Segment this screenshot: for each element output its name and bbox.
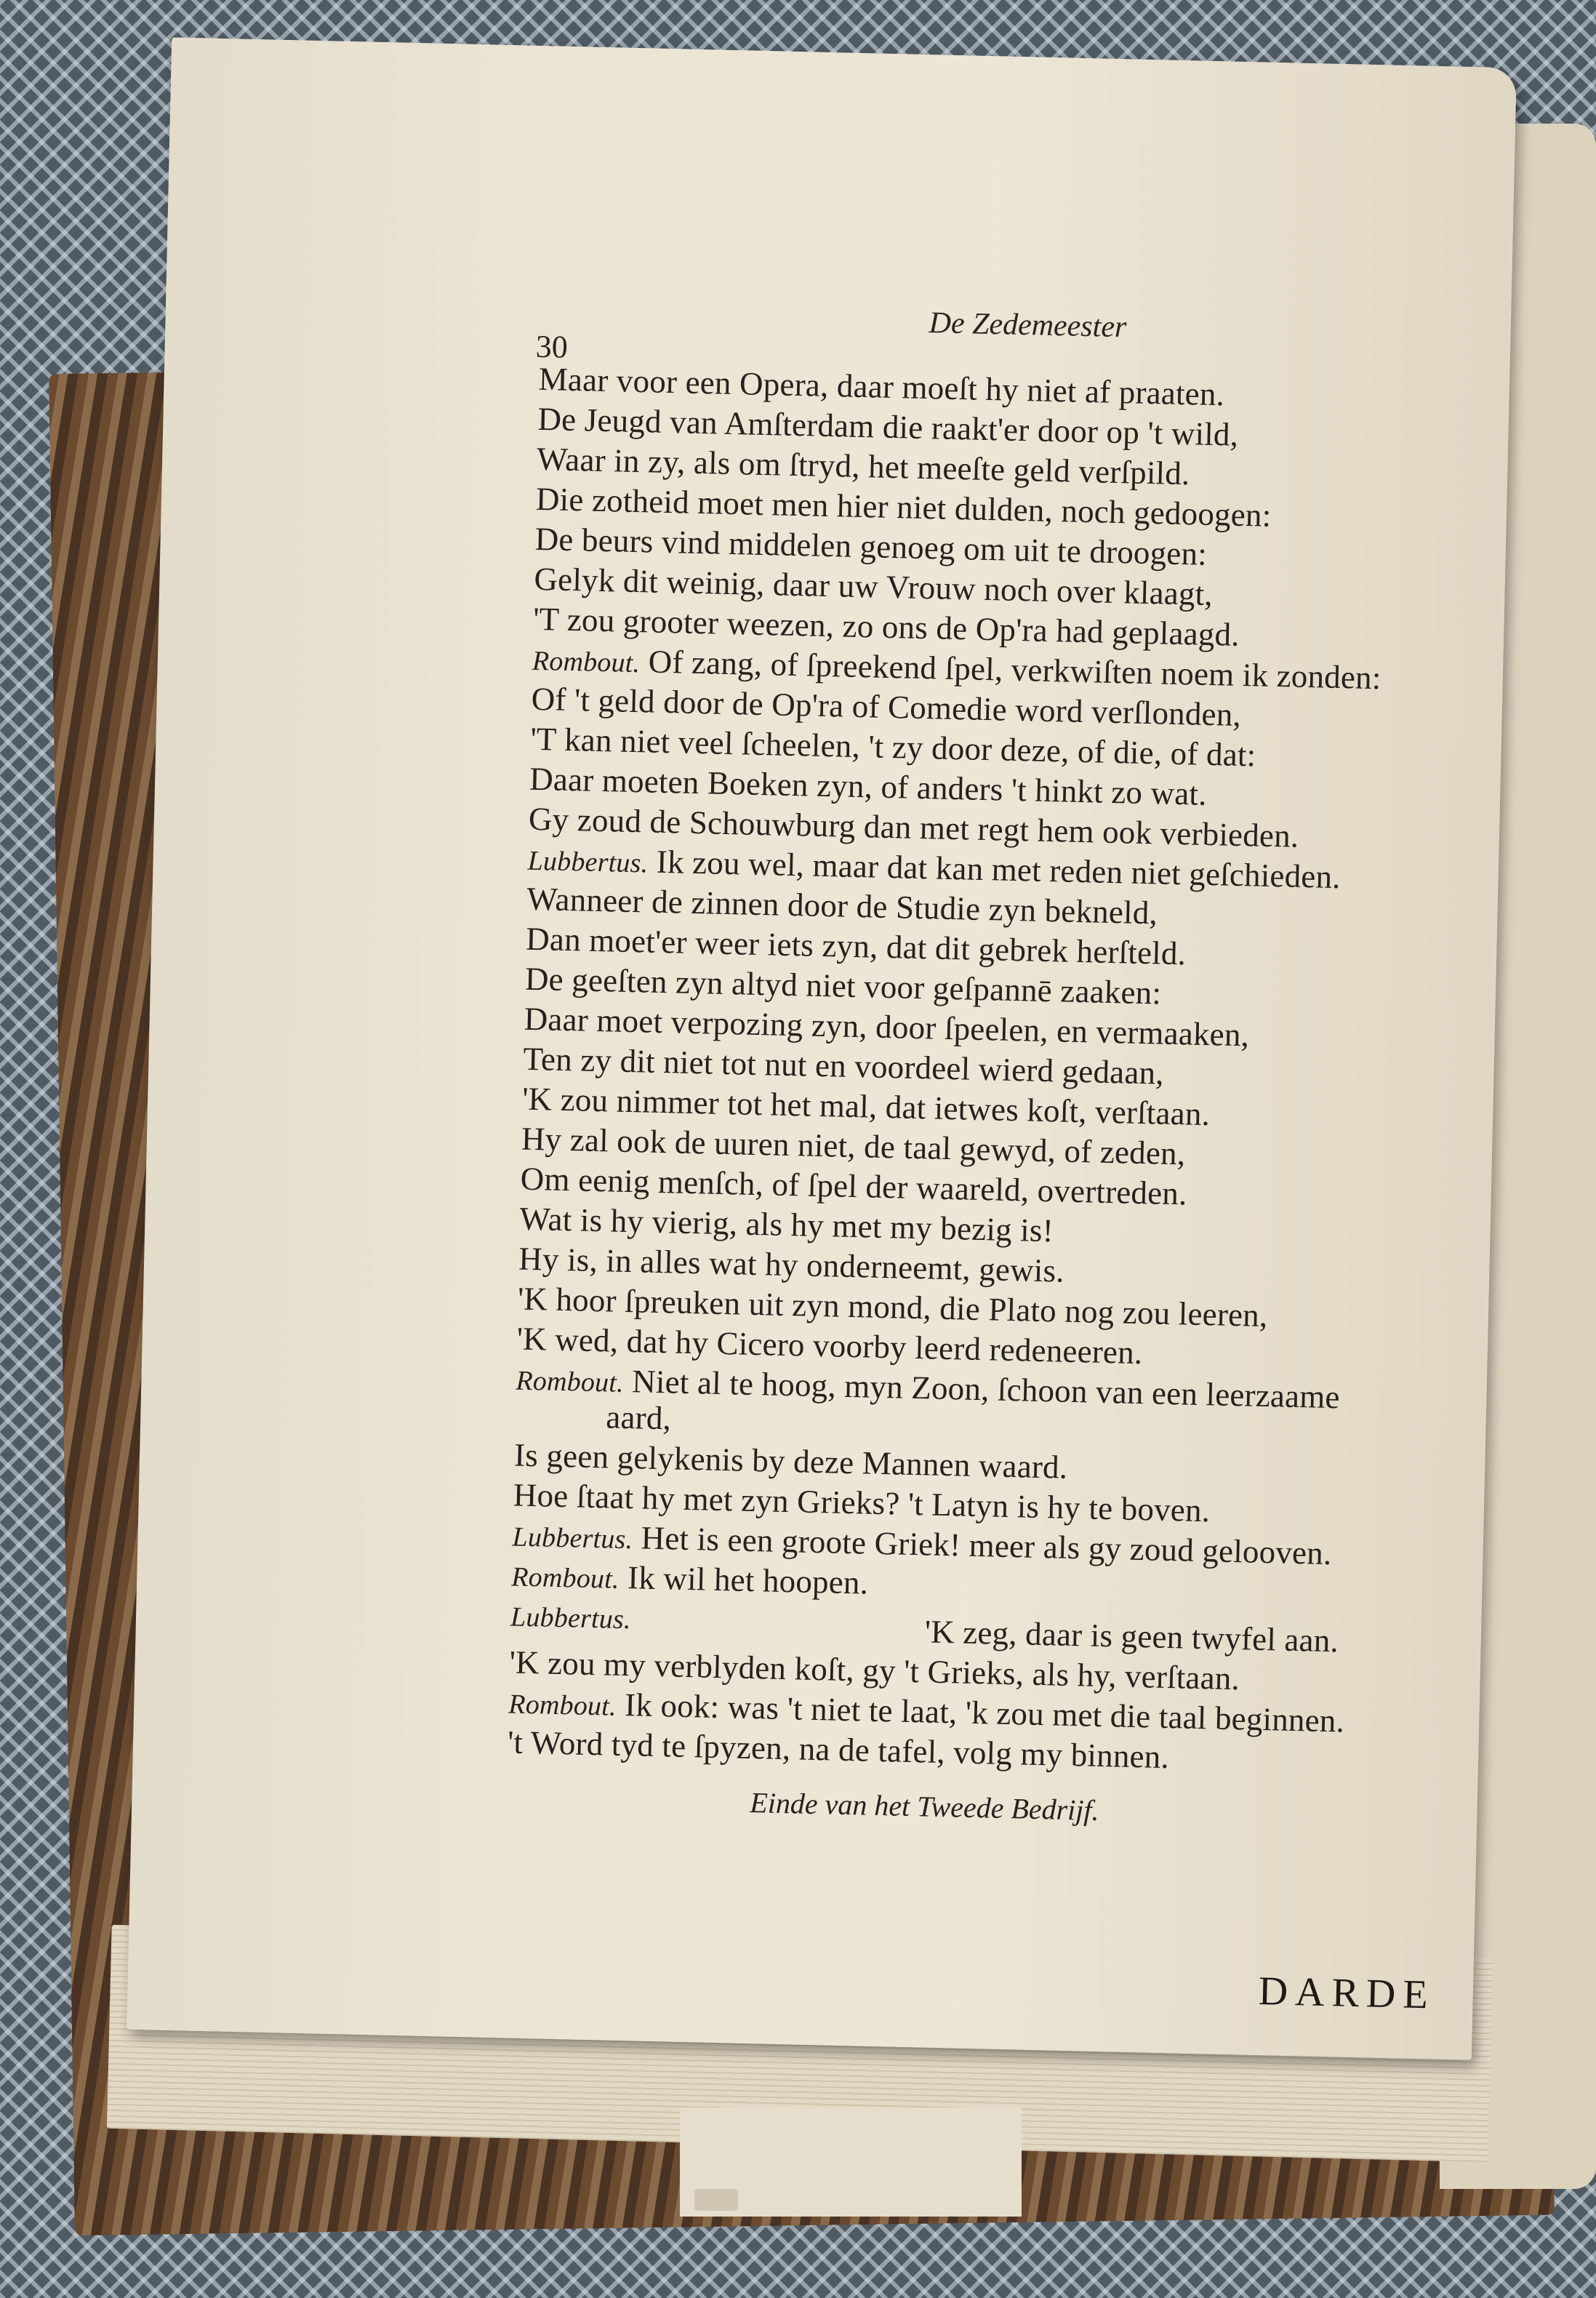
- verse-text: Of zang, of ſpreekend ſpel, verkwiſten noem ik zonden:: [648, 643, 1382, 697]
- verse-text: Gy zoud de Schouwburg dan met regt hem ook verbieden.: [528, 800, 1299, 854]
- verse-text: 'K hoor ſpreuken uit zyn mond, die Plato nog zou leeren,: [517, 1280, 1268, 1334]
- verse-text: Waar in zy, als om ſtryd, het meeſte geld verſpild.: [536, 440, 1191, 492]
- speaker-label: Rombout.: [510, 1561, 620, 1595]
- verse-text: De Jeugd van Amſterdam die raakt'er door op 't wild,: [537, 400, 1239, 453]
- verse-text: Hy is, in alles wat hy onderneemt, gewis.: [518, 1240, 1065, 1289]
- torn-paper-icon: [694, 2189, 738, 2211]
- running-title: De Zedemeester: [929, 306, 1127, 345]
- verse-line: [924, 1612, 1339, 1660]
- verse-text: Ik zou wel, maar dat kan met reden niet geſchieden.: [656, 843, 1342, 896]
- verse-text: Daar moeten Boeken zyn, of anders 't hinkt zo wat.: [529, 760, 1208, 812]
- verse-text: Dan moet'er weer iets zyn, dat dit gebrek herſteld.: [525, 920, 1187, 972]
- catchword: DARDE: [1258, 1968, 1436, 2018]
- verse-text: Wanneer de zinnen door de Studie zyn bekneld,: [526, 880, 1158, 932]
- verse-text: Ten zy dit niet tot nut en voordeel wierd gedaan,: [523, 1040, 1165, 1092]
- verse-text: De geeſten zyn altyd niet voor geſpannē zaaken:: [524, 960, 1162, 1012]
- verse-text: Ik wil het hoopen.: [627, 1559, 869, 1601]
- verse-text: Maar voor een Opera, daar moeſt hy niet af praaten.: [538, 360, 1225, 413]
- verse-text: 'K wed, dat hy Cicero voorby leerd redeneeren.: [516, 1320, 1143, 1372]
- verse-text: Daar moet verpozing zyn, door ſpeelen, en vermaaken,: [524, 1000, 1250, 1054]
- verse-text: 'K zou my verblyden koſt, gy 't Grieks, als hy, verſtaan.: [509, 1644, 1240, 1697]
- speaker-label: Rombout.: [516, 1365, 625, 1398]
- verse-text: Om eenig menſch, of ſpel der waareld, overtreden.: [520, 1160, 1188, 1212]
- verse-text: Ik ook: was 't niet te laat, 'k zou met die taal beginnen.: [624, 1686, 1345, 1739]
- verse-text: 'T kan niet veel ſcheelen, 't zy door deze, of die, of dat:: [529, 720, 1256, 774]
- page-number: 30: [535, 328, 569, 365]
- verse-text: Of 't geld door de Op'ra of Comedie word verſlonden,: [531, 680, 1242, 733]
- verse-text: Is geen gelykenis by deze Mannen waard.: [513, 1436, 1068, 1486]
- verse-text: Gelyk dit weinig, daar uw Vrouw noch over klaagt,: [533, 560, 1214, 613]
- book-page: [127, 37, 1517, 2059]
- act-ending: Einde van het Tweede Bedrijf.: [749, 1786, 1100, 1827]
- verse-text: 'K zou nimmer tot het mal, dat ietwes koſt, verſtaan.: [521, 1080, 1211, 1133]
- verse-text: aard,: [605, 1398, 672, 1437]
- verse-text: Hoe ſtaat hy met zyn Grieks? 't Latyn is hy te boven.: [513, 1476, 1211, 1529]
- verse-text: 't Word tyd te ſpyzen, na de tafel, volg my binnen.: [507, 1724, 1170, 1776]
- speaker-label: Lubbertus.: [512, 1521, 633, 1556]
- speaker-label: Rombout.: [532, 645, 641, 679]
- verse-text: 'T zou grooter weezen, zo ons de Op'ra had geplaagd.: [532, 600, 1240, 653]
- verse-line: [510, 1596, 632, 1637]
- speaker-label: Lubbertus.: [510, 1601, 632, 1636]
- speaker-label: Lubbertus.: [527, 845, 649, 879]
- verse-text: Wat is hy vierig, als hy met my bezig is!: [519, 1200, 1054, 1249]
- verse-text: Hy zal ook de uuren niet, de taal gewyd, of zeden,: [521, 1120, 1186, 1172]
- verse-text: Niet al te hoog, myn Zoon, ſchoon van een leerzaame: [631, 1363, 1341, 1416]
- verse-line: [511, 1556, 869, 1602]
- verse-text: Het is een groote Griek! meer als gy zoud gelooven.: [641, 1519, 1332, 1572]
- speaker-label: Rombout.: [508, 1689, 617, 1722]
- verse-text: Die zotheid moet men hier niet dulden, noch gedoogen:: [535, 480, 1272, 534]
- verse-line: [606, 1398, 672, 1437]
- verse-text: De beurs vind middelen genoeg om uit te droogen:: [534, 520, 1208, 572]
- verse-text: 'K zeg, daar is geen twyfel aan.: [924, 1613, 1339, 1660]
